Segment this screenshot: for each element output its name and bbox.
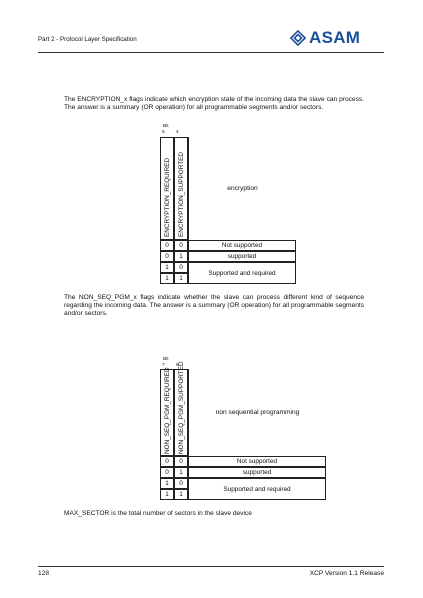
table-cell: 1 bbox=[174, 489, 188, 500]
bit-label: Bit bbox=[163, 357, 169, 362]
column-header-cell bbox=[174, 361, 188, 456]
column-header-cell bbox=[160, 369, 174, 456]
column-header: NON_SEQ_PGM_SUPPORTED bbox=[178, 361, 185, 454]
column-header: NON_SEQ_PGM_REQUIRED bbox=[164, 367, 171, 454]
column-header: ENCRYPTION_REQUIRED bbox=[164, 157, 171, 237]
table-cell: 1 bbox=[160, 489, 174, 500]
column-header-cell bbox=[174, 137, 188, 240]
bit-number: 6 bbox=[176, 363, 179, 368]
table-cell: 0 bbox=[174, 456, 188, 467]
table-cell: Supported and required bbox=[188, 478, 326, 500]
asam-logo-icon bbox=[290, 30, 306, 46]
table-cell: Not supported bbox=[188, 456, 326, 467]
table-cell: 1 bbox=[174, 251, 188, 262]
table-cell: 0 bbox=[160, 251, 174, 262]
table-cell: 1 bbox=[174, 273, 188, 284]
bit-number: 4 bbox=[176, 130, 179, 135]
meaning-header: non sequential programming bbox=[188, 369, 326, 456]
header-rule bbox=[38, 52, 384, 53]
encryption-paragraph: The ENCRYPTION_x flags indicate which encryption state of the incoming data the slave can process. The answer is a summary (OR operation) for all programmable segments and/or sectors. bbox=[64, 96, 364, 112]
table-cell: Not supported bbox=[188, 240, 296, 251]
max-sector-text: MAX_SECTOR is the total number of sectors in the slave device bbox=[64, 510, 252, 517]
bit-number: 5 bbox=[162, 130, 165, 135]
table-cell: supported bbox=[188, 251, 296, 262]
table-cell: 1 bbox=[160, 478, 174, 489]
column-header-cell bbox=[160, 137, 174, 240]
table-cell: 0 bbox=[174, 478, 188, 489]
bit-number: 7 bbox=[162, 363, 165, 368]
column-header: ENCRYPTION_SUPPORTED bbox=[178, 152, 185, 237]
table-cell: 0 bbox=[160, 467, 174, 478]
table-cell: 0 bbox=[160, 456, 174, 467]
table-cell: 0 bbox=[174, 262, 188, 273]
header-title: Part 2 - Protocol Layer Specification bbox=[38, 36, 137, 43]
table-cell: 1 bbox=[174, 467, 188, 478]
meaning-header: encryption bbox=[188, 137, 296, 240]
table-cell: 0 bbox=[160, 240, 174, 251]
table-cell: Supported and required bbox=[188, 262, 296, 284]
table-cell: 1 bbox=[160, 273, 174, 284]
page-number: 128 bbox=[38, 570, 50, 577]
logo-text: ASAM bbox=[309, 28, 361, 47]
non-seq-pgm-paragraph: The NON_SEQ_PGM_x flags indicate whether the slave can process different kind of sequence regarding the incoming data. The answer is a summary (OR operation) for all programmable segments and/or sectors. bbox=[64, 294, 364, 318]
table-cell: supported bbox=[188, 467, 326, 478]
asam-logo bbox=[290, 28, 362, 48]
footer-rule bbox=[38, 566, 384, 567]
bit-label: Bit bbox=[163, 124, 169, 129]
table-cell: 1 bbox=[160, 262, 174, 273]
footer-version: XCP Version 1.1 Release bbox=[309, 570, 384, 577]
table-cell: 0 bbox=[174, 240, 188, 251]
